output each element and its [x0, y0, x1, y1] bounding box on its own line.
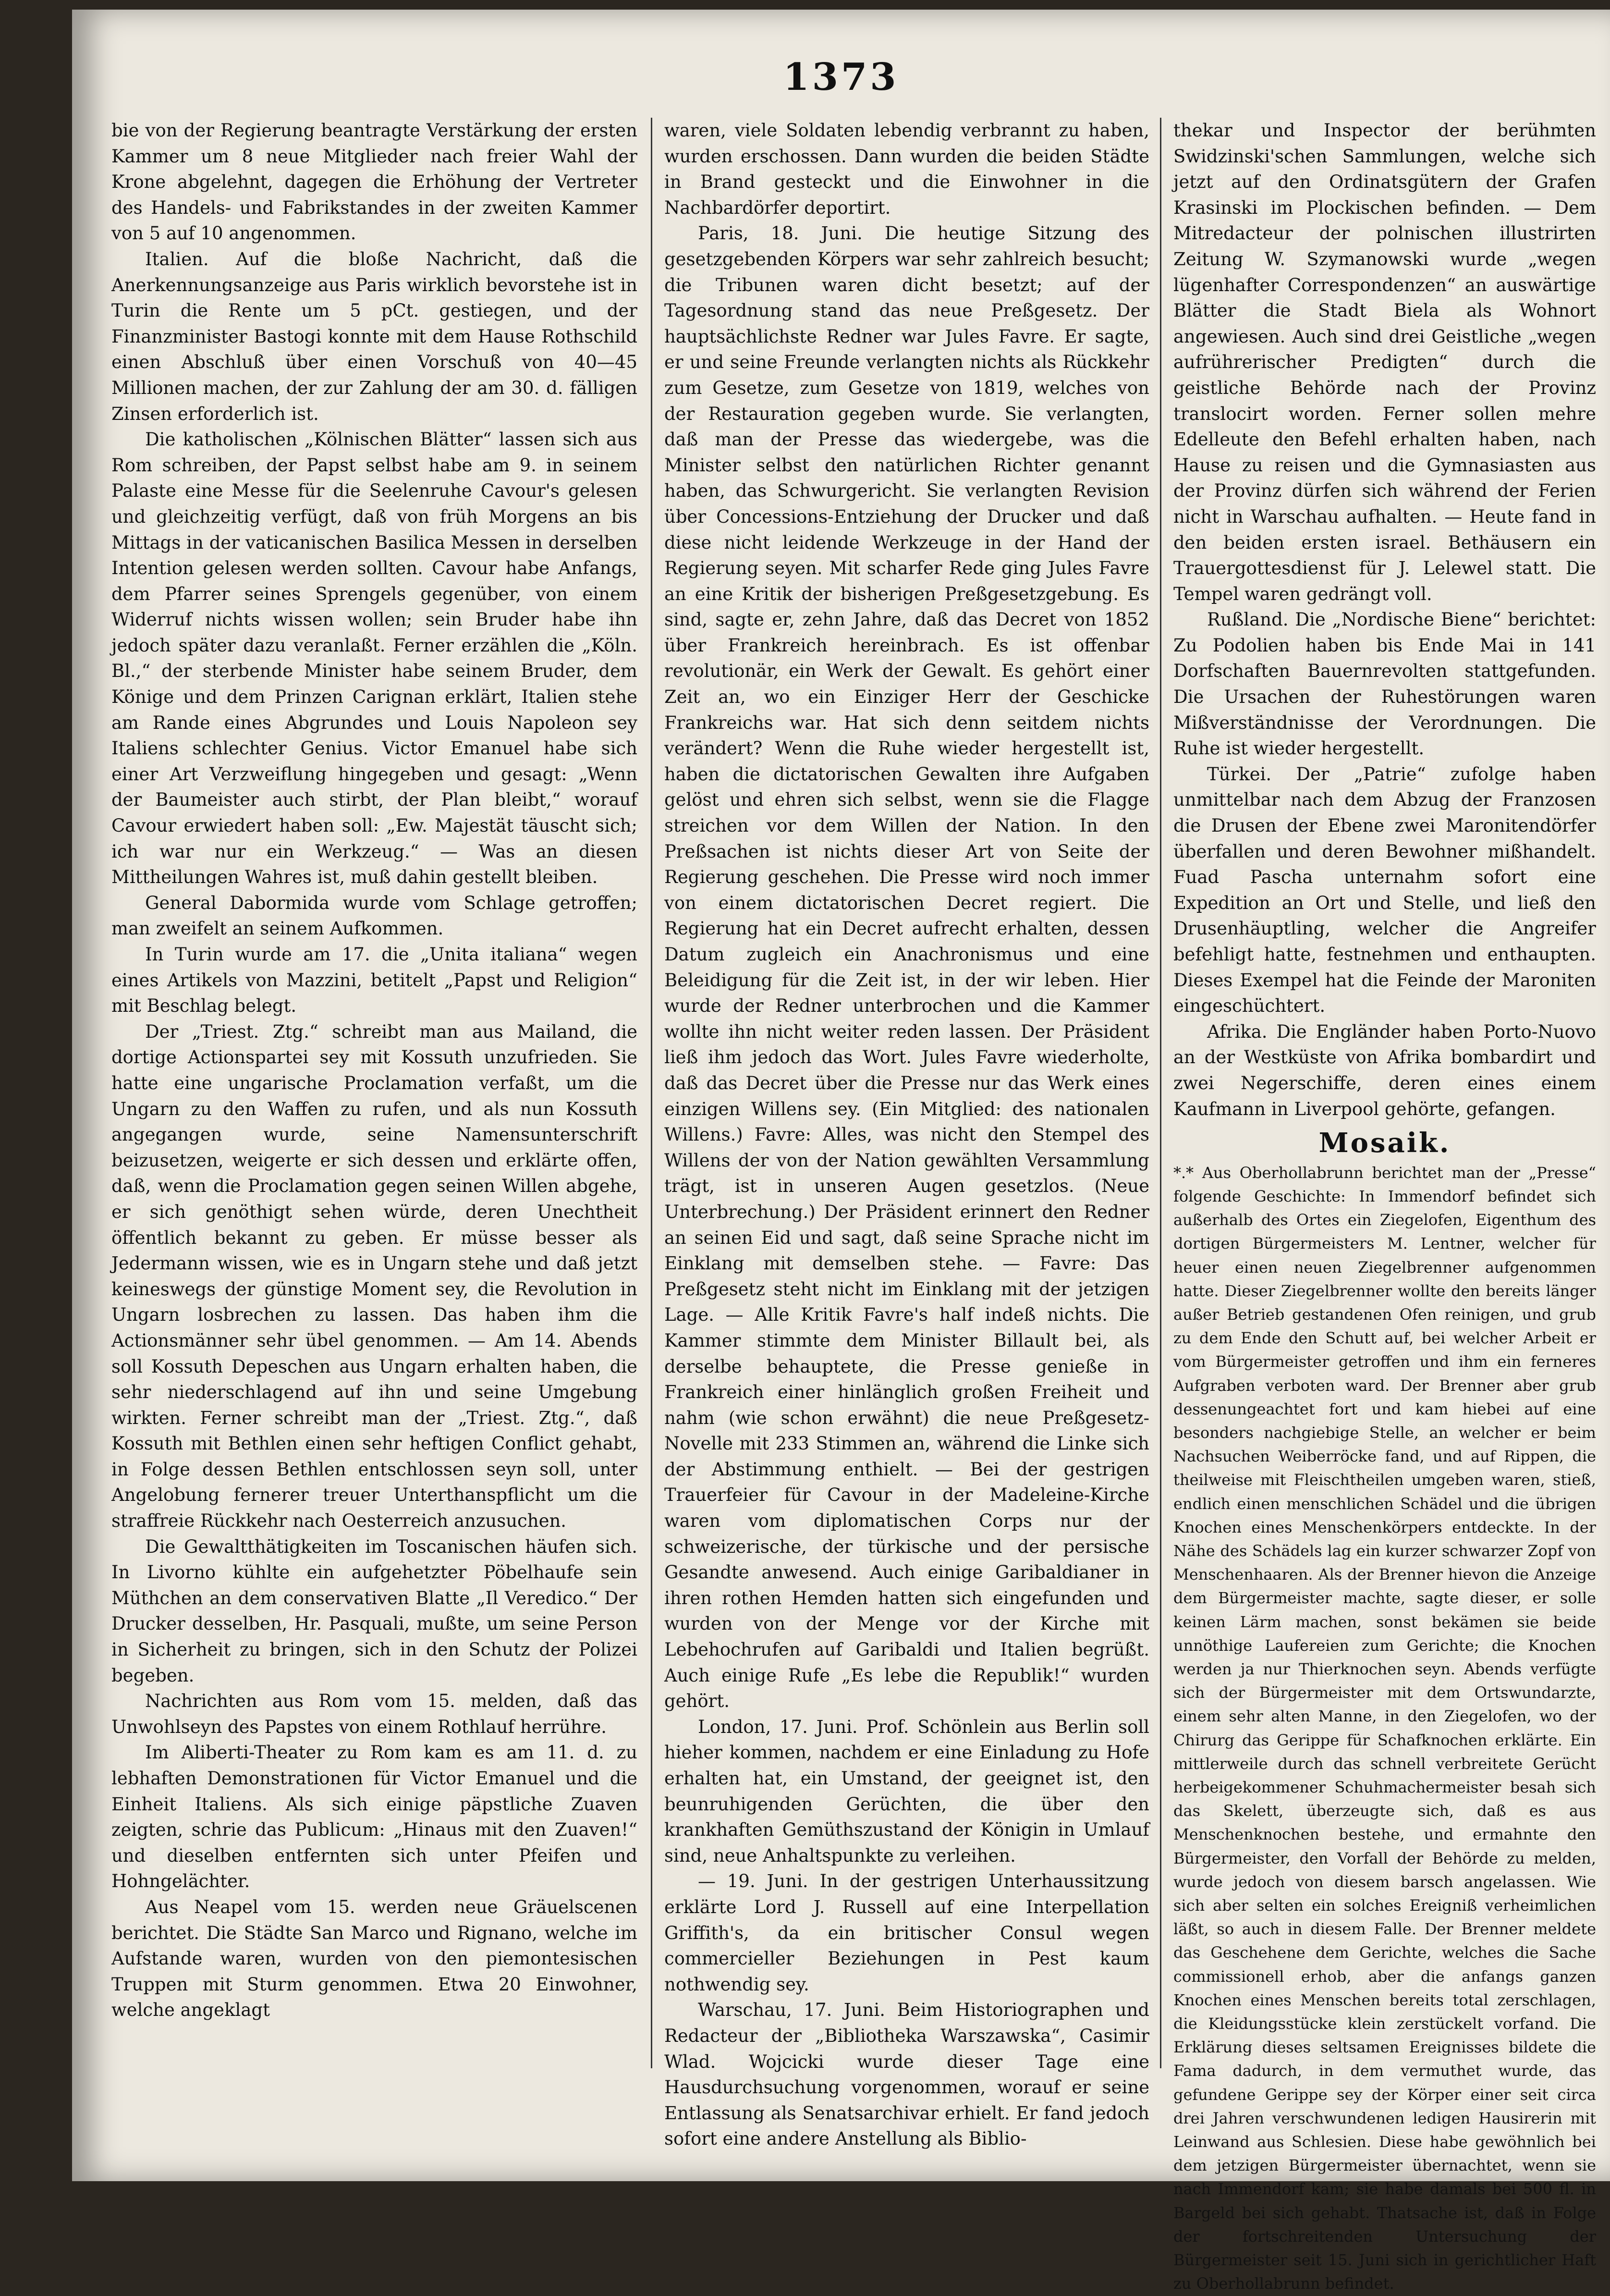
- article-paragraph: Nachrichten aus Rom vom 15. melden, daß das Unwohlseyn des Papstes von einem Rothlauf herrühre.: [111, 1691, 637, 1737]
- article-paragraph: Italien. Auf die bloße Nachricht, daß die Anerkennungsanzeige aus Paris wirklich bevorstehe ist in Turin die Rente um 5 pCt. gestiegen, und der Finanzminister Bastogi konnte mit dem Hause Rothschild einen Abschluß über einen Vorschuß von 40—45 Millionen machen, der zur Zahlung der am 30. d. fälligen Zinsen erforderlich ist.: [111, 248, 637, 424]
- article-paragraph: London, 17. Juni. Prof. Schönlein aus Berlin soll hieher kommen, nachdem er eine Einladung zu Hofe erhalten hat, ein Umstand, der geeignet ist, den beunruhigenden Gerüchten, die über den krankhaften Gemüthszustand der Königin in Umlauf sind, neue Anhaltspunkte zu verleihen.: [664, 1716, 1149, 1866]
- article-paragraph: bie von der Regierung beantragte Verstärkung der ersten Kammer um 8 neue Mitglieder nach freier Wahl der Krone abgelehnt, dagegen die Erhöhung der Vertreter des Handels- und Fabrikstandes in der zweiten Kammer von 5 auf 10 angenommen.: [111, 120, 637, 244]
- article-paragraph: Afrika. Die Engländer haben Porto-Nuovo an der Westküste von Afrika bombardirt und zwei Negerschiffe, deren eines einem Kaufmann in Liverpool gehörte, gefangen.: [1173, 1021, 1596, 1119]
- newspaper-page: [72, 10, 1610, 2293]
- article-paragraph: — 19. Juni. In der gestrigen Unterhaussitzung erklärte Lord J. Russell auf eine Interpellation Griffith's, da ein britischer Consul wegen commercieller Beziehungen in Pest kaum nothwendig sey.: [664, 1871, 1149, 1995]
- column-1: [111, 118, 637, 2023]
- column-3: [1173, 118, 1596, 2296]
- column-3-articles: [1173, 118, 1596, 1122]
- article-paragraph: Die katholischen „Kölnischen Blätter“ lassen sich aus Rom schreiben, der Papst selbst habe am 9. in seinem Palaste eine Messe für die Seelenruhe Cavour's gelesen und gleichzeitig verfügt, daß von früh Morgens an bis Mittags in der vaticanischen Basilica Messen in derselben Intention gelesen werden sollten. Cavour habe Anfangs, dem Pfarrer seines Sprengels gegenüber, von einem Widerruf nichts wissen wollen; sein Bruder habe ihn jedoch später dazu veranlaßt. Ferner erzählen die „Köln. Bl.,“ der sterbende Minister habe seinem Bruder, dem Könige und dem Prinzen Carignan erklärt, Italien stehe am Rande eines Abgrundes und Louis Napoleon sey Italiens schlechter Genius. Victor Emanuel habe sich einer Art Verzweiflung hingegeben und gesagt: „Wenn der Baumeister auch stirbt, der Plan bleibt,“ worauf Cavour erwiedert haben soll: „Ew. Majestät täuscht sich; ich war nur ein Werkzeug.“ — Was an diesen Mittheilungen Wahres ist, muß dahin gestellt bleiben.: [111, 429, 637, 888]
- column-divider: [1160, 118, 1161, 2068]
- mosaik-article: *.* Aus Oberhollabrunn berichtet man der „Presse“ folgende Geschichte: In Immendorf befindet sich außerhalb des Ortes ein Ziegelofen, Eigenthum des dortigen Bürgermeisters M. Lentner, welcher für heuer einen neuen Ziegelbrenner aufgenommen hatte. Dieser Ziegelbrenner wollte den bereits länger außer Betrieb gestandenen Ofen reinigen, und grub zu dem Ende den Schutt auf, bei welcher Arbeit er vom Bürgermeister getroffen und ihm ein ferneres Aufgraben verboten ward. Der Brenner aber grub dessenungeachtet fort und kam hiebei auf eine besonders nachgiebige Stelle, an welcher er beim Nachsuchen Weiberröcke fand, und auf Rippen, die theilweise mit Fleischtheilen umgeben waren, stieß, endlich einen menschlichen Schädel und die übrigen Knochen eines Menschenkörpers entdeckte. In der Nähe des Schädels lag ein kurzer schwarzer Zopf von Menschenhaaren. Als der Brenner hievon die Anzeige dem Bürgermeister machte, sagte dieser, er solle keinen Lärm machen, sonst bekämen sie beide unnöthige Laufereien zum Gerichte; die Knochen werden ja nur Thierknochen seyn. Abends verfügte sich der Bürgermeister mit dem Ortswundarzte, einem sehr alten Manne, in den Ziegelofen, wo der Chirurg das Gerippe für Schafknochen erklärte. Ein mittlerweile durch das schnell verbreitete Gerücht herbeigekommener Schuhmachermeister besah sich das Skelett, überzeugte sich, daß es aus Menschenknochen bestehe, und ermahnte den Bürgermeister, den Vorfall der Behörde zu melden, wurde jedoch von diesem barsch angelassen. Wie sich aber selten ein solches Ereigniß verheimlichen läßt, so auch in diesem Falle. Der Brenner meldete das Geschehene dem Gerichte, welches die Sache commissionell erhob, aber die anfangs ganzen Knochen eines Menschen bereits total zerschlagen, die Kleidungsstücke klein zerstückelt vorfand. Die Erklärung dieses seltsamen Ereignisses bildete die Fama dadurch, in dem vermuthet wurde, das gefundene Gerippe sey der Körper einer seit circa drei Jahren verschwundenen ledigen Hausirerin mit Leinwand aus Schlesien. Diese habe gewöhnlich bei dem jetzigen Bürgermeister übernachtet, wenn sie nach Immendorf kam; sie habe damals bei 500 fl. in Bargeld bei sich gehabt. Thatsache ist, daß in Folge der fortschreitenden Untersuchung der Bürgermeister seit 15. Juni sich in gerichtlicher Haft zu Oberhollabrunn befindet.: [1173, 1163, 1596, 2293]
- article-paragraph: Türkei. Der „Patrie“ zufolge haben unmittelbar nach dem Abzug der Franzosen die Drusen der Ebene zwei Maronitendörfer überfallen und deren Bewohner mißhandelt. Fuad Pascha unternahm sofort eine Expedition an Ort und Stelle, und ließ den Drusenhäuptling, welcher die Angreifer befehligt hatte, festnehmen und enthaupten. Dieses Exempel hat die Feinde der Maroniten eingeschüchtert.: [1173, 763, 1596, 1017]
- article-paragraph: Im Aliberti-Theater zu Rom kam es am 11. d. zu lebhaften Demonstrationen für Victor Emanuel und die Einheit Italiens. Als sich einige päpstliche Zuaven zeigten, schrie das Publicum: „Hinaus mit den Zuaven!“ und dieselben entfernten sich unter Pfeifen und Hohngelächter.: [111, 1742, 637, 1892]
- page-number: 1373: [783, 55, 899, 99]
- article-paragraph: Rußland. Die „Nordische Biene“ berichtet: Zu Podolien haben bis Ende Mai in 141 Dorfschaften Bauernrevolten stattgefunden. Die Ursachen der Ruhestörungen waren Mißverständnisse der Verordnungen. Die Ruhe ist wieder hergestellt.: [1173, 609, 1596, 759]
- article-paragraph: Warschau, 17. Juni. Beim Historiographen und Redacteur der „Bibliotheka Warszawska“, Casimir Wlad. Wojcicki wurde dieser Tage eine Hausdurchsuchung vorgenommen, worauf er seine Entlassung als Senatsarchivar erhielt. Er fand jedoch sofort eine andere Anstellung als Biblio-: [664, 2000, 1149, 2149]
- article-paragraph: thekar und Inspector der berühmten Swidzinski'schen Sammlungen, welche sich jetzt auf den Ordinatsgütern der Grafen Krasinski im Plockischen befinden. — Dem Mitredacteur der polnischen illustrirten Zeitung W. Szymanowski wurde „wegen lügenhafter Correspondenzen“ an auswärtige Blätter die Stadt Biela als Wohnort angewiesen. Auch sind drei Geistliche „wegen aufrührerischer Predigten“ durch die geistliche Behörde nach der Provinz translocirt worden. Ferner sollen mehre Edelleute den Befehl erhalten haben, nach Hause zu reisen und die Gymnasiasten aus der Provinz dürfen sich während der Ferien nicht in Warschau aufhalten. — Heute fand in den beiden ersten israel. Bethäusern ein Trauergottesdienst für J. Lelewel statt. Die Tempel waren gedrängt voll.: [1173, 120, 1596, 604]
- article-paragraph: waren, viele Soldaten lebendig verbrannt zu haben, wurden erschossen. Dann wurden die beiden Städte in Brand gesteckt und die Einwohner in die Nachbardörfer deportirt.: [664, 120, 1149, 218]
- article-paragraph: Paris, 18. Juni. Die heutige Sitzung des gesetzgebenden Körpers war sehr zahlreich besucht; die Tribunen waren dicht besetzt; auf der Tagesordnung stand das neue Preßgesetz. Der hauptsächlichste Redner war Jules Favre. Er sagte, er und seine Freunde verlangten nichts als Rückkehr zum Gesetze, zum Gesetze von 1819, welches von der Restauration gegeben wurde. Sie verlangten, daß man der Presse das wiedergebe, was die Minister selbst den natürlichen Richter genannt haben, das Schwurgericht. Sie verlangten Revision über Concessions-Entziehung der Drucker und daß diese nicht leidende Werkzeuge in der Hand der Regierung seyen. Mit scharfer Rede ging Jules Favre an eine Kritik der bisherigen Preßgesetzgebung. Es sind, sagte er, zehn Jahre, daß das Decret von 1852 über Frankreich hereinbrach. Es ist offenbar revolutionär, ein Werk der Gewalt. Es gehört einer Zeit an, wo ein Einziger Herr der Geschicke Frankreichs war. Hat sich denn seitdem nichts verändert? Wenn die Ruhe wieder hergestellt ist, haben die dictatorischen Gewalten ihre Aufgaben gelöst und ehren sich selbst, wenn sie die Flagge streichen vor dem Willen der Nation. In den Preßsachen ist nichts dieser Art von Seite der Regierung geschehen. Die Presse wird noch immer von einem dictatorischen Decret regiert. Die Regierung hat ein Decret aufrecht erhalten, dessen Datum zugleich ein Anachronismus und eine Beleidigung für die Zeit ist, in der wir leben. Hier wurde der Redner unterbrochen und die Kammer wollte ihn nicht weiter reden lassen. Der Präsident ließ ihm jedoch das Wort. Jules Favre wiederholte, daß das Decret über die Presse nur das Werk eines einzigen Willens sey. (Ein Mitglied: des nationalen Willens.) Favre: Alles, was nicht den Stempel des Willens der von der Nation gewählten Versammlung trägt, ist in unseren Augen gesetzlos. (Neue Unterbrechung.) Der Präsident erinnert den Redner an seinen Eid und sagt, daß seine Sprache nicht im Einklang mit demselben stehe. — Favre: Das Preßgesetz steht nicht im Einklang mit der jetzigen Lage. — Alle Kritik Favre's half indeß nichts. Die Kammer stimmte dem Minister Billault bei, als derselbe behauptete, die Presse genieße in Frankreich einer hinlänglich großen Freiheit und nahm (wie schon erwähnt) die neue Preßgesetz-Novelle mit 233 Stimmen an, während die Linke sich der Abstimmung enthielt. — Bei der gestrigen Trauerfeier für Cavour in der Madeleine-Kirche waren vom diplomatischen Corps nur der schweizerische, der türkische und der persische Gesandte anwesend. Auch einige Garibaldianer in ihren rothen Hemden hatten sich eingefunden und wurden von der Menge vor der Kirche mit Lebehochrufen auf Garibaldi und Italien begrüßt. Auch einige Rufe „Es lebe die Republik!“ wurden gehört.: [664, 223, 1149, 1712]
- article-paragraph: General Dabormida wurde vom Schlage getroffen; man zweifelt an seinem Aufkommen.: [111, 892, 637, 939]
- article-paragraph: Der „Triest. Ztg.“ schreibt man aus Mailand, die dortige Actionspartei sey mit Kossuth unzufrieden. Sie hatte eine ungarische Proclamation verfaßt, um die Ungarn zu den Waffen zu rufen, und als nun Kossuth angegangen wurde, seine Namensunterschrift beizusetzen, weigerte er sich dessen und erklärte offen, daß, wenn die Proclamation gegen seinen Willen abgehe, er sich genöthigt sehen würde, deren Unechtheit öffentlich bekannt zu geben. Er müsse besser als Jedermann wissen, wie es in Ungarn stehe und daß jetzt keineswegs der günstige Moment sey, die Revolution in Ungarn losbrechen zu lassen. Das haben ihm die Actionsmänner sehr übel genommen. — Am 14. Abends soll Kossuth Depeschen aus Ungarn erhalten haben, die sehr niederschlagend auf ihn und seine Umgebung wirkten. Ferner schreibt man der „Triest. Ztg.“, daß Kossuth mit Bethlen einen sehr heftigen Conflict gehabt, in Folge dessen Bethlen entschlossen seyn soll, unter Angelobung fernerer treuer Unterthanspflicht um die straffreie Rückkehr nach Oesterreich anzusuchen.: [111, 1021, 637, 1532]
- article-paragraph: In Turin wurde am 17. die „Unita italiana“ wegen eines Artikels von Mazzini, betitelt „Papst und Religion“ mit Beschlag belegt.: [111, 944, 637, 1017]
- article-paragraph: Die Gewaltthätigkeiten im Toscanischen häufen sich. In Livorno kühlte ein aufgehetzter Pöbelhaufe sein Müthchen an dem conservativen Blatte „Il Veredico.“ Der Drucker desselben, Hr. Pasquali, mußte, um seine Person in Sicherheit zu bringen, sich in den Schutz der Polizei begeben.: [111, 1536, 637, 1686]
- section-title-mosaik: Mosaik.: [1318, 1127, 1451, 1159]
- column-divider: [651, 118, 652, 2068]
- column-2: [664, 118, 1149, 2152]
- article-paragraph: Aus Neapel vom 15. werden neue Gräuelscenen berichtet. Die Städte San Marco und Rignano, welche im Aufstande waren, wurden von den piemontesischen Truppen mit Sturm genommen. Etwa 20 Einwohner, welche angeklagt: [111, 1896, 637, 2021]
